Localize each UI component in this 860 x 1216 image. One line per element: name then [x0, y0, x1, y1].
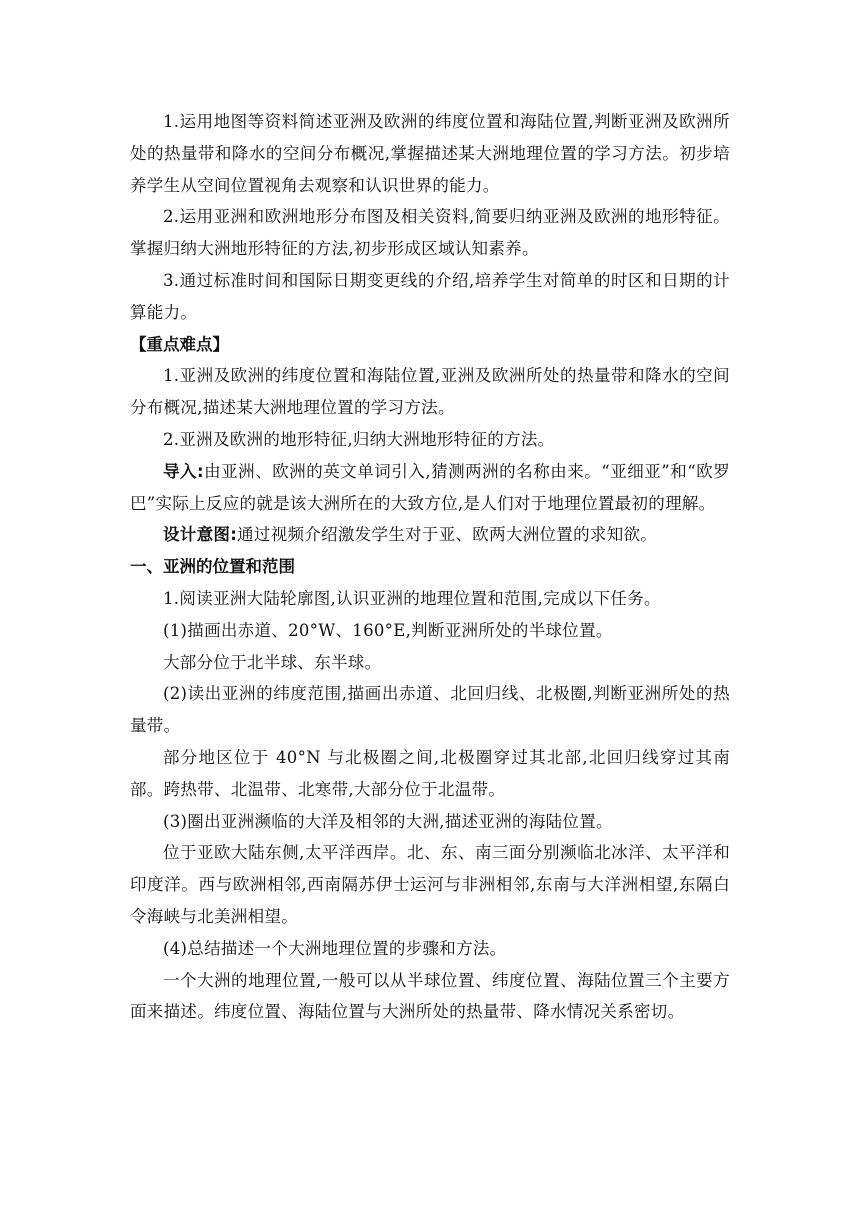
design-text: 通过视频介绍激发学生对于亚、欧两大洲位置的求知欲。 [237, 525, 658, 545]
section-heading: 一、亚洲的位置和范围 [130, 557, 295, 577]
section-paragraph: 位于亚欧大陆东侧,太平洋西岸。北、东、南三面分别濒临北冰洋、太平洋和印度洋。西与欧洲相邻,西南隔苏伊士运河与非洲相邻,东南与大洋洲相望,东隔白令海峡与北美洲相望。 [130, 843, 730, 926]
section-paragraph: 一个大洲的地理位置,一般可以从半球位置、纬度位置、海陆位置三个主要方面来描述。纬度位置、海陆位置与大洲所处的热量带、降水情况关系密切。 [130, 970, 730, 1022]
document-page [130, 106, 730, 1028]
intro-text: 由亚洲、欧洲的英文单词引入,猜测两洲的名称由来。“亚细亚”和“欧罗巴”实际上反应的就是该大洲所在的大致方位,是人们对于地理位置最初的理解。 [130, 461, 731, 513]
design-paragraph [130, 519, 730, 551]
key-point-paragraph: 1.亚洲及欧洲的纬度位置和海陆位置,亚洲及欧洲所处的热量带和降水的空间分布概况,描述某大洲地理位置的学习方法。 [130, 366, 730, 418]
section-paragraph: (2)读出亚洲的纬度范围,描画出赤道、北回归线、北极圈,判断亚洲所处的热量带。 [130, 684, 730, 736]
objective-paragraph: 3.通过标准时间和国际日期变更线的介绍,培养学生对简单的时区和日期的计算能力。 [130, 270, 730, 322]
section-paragraph: 部分地区位于 40°N 与北极圈之间,北极圈穿过其北部,北回归线穿过其南部。跨热带、北温带、北寒带,大部分位于北温带。 [130, 747, 730, 799]
design-label: 设计意图: [163, 525, 238, 545]
section-paragraph: 1.阅读亚洲大陆轮廓图,认识亚洲的地理位置和范围,完成以下任务。 [163, 588, 661, 608]
section-paragraph: (4)总结描述一个大洲地理位置的步骤和方法。 [163, 938, 507, 958]
objective-paragraph: 2.运用亚洲和欧洲地形分布图及相关资料,简要归纳亚洲及欧洲的地形特征。掌握归纳大洲地形特征的方法,初步形成区域认知素养。 [130, 207, 730, 259]
intro-label: 导入: [163, 461, 204, 481]
intro-paragraph [130, 456, 730, 520]
section-paragraph: 大部分位于北半球、东半球。 [163, 652, 382, 672]
objective-paragraph: 1.运用地图等资料简述亚洲及欧洲的纬度位置和海陆位置,判断亚洲及欧洲所处的热量带和降水的空间分布概况,掌握描述某大洲地理位置的学习方法。初步培养学生从空间位置视角去观察和认识世界的能力。 [130, 112, 730, 195]
section-paragraph: (1)描画出赤道、20°W、160°E,判断亚洲所处的半球位置。 [163, 620, 613, 640]
key-points-heading: 【重点难点】 [130, 334, 229, 354]
key-point-paragraph: 2.亚洲及欧洲的地形特征,归纳大洲地形特征的方法。 [163, 429, 555, 449]
section-paragraph: (3)圈出亚洲濒临的大洋及相邻的大洲,描述亚洲的海陆位置。 [163, 811, 613, 831]
